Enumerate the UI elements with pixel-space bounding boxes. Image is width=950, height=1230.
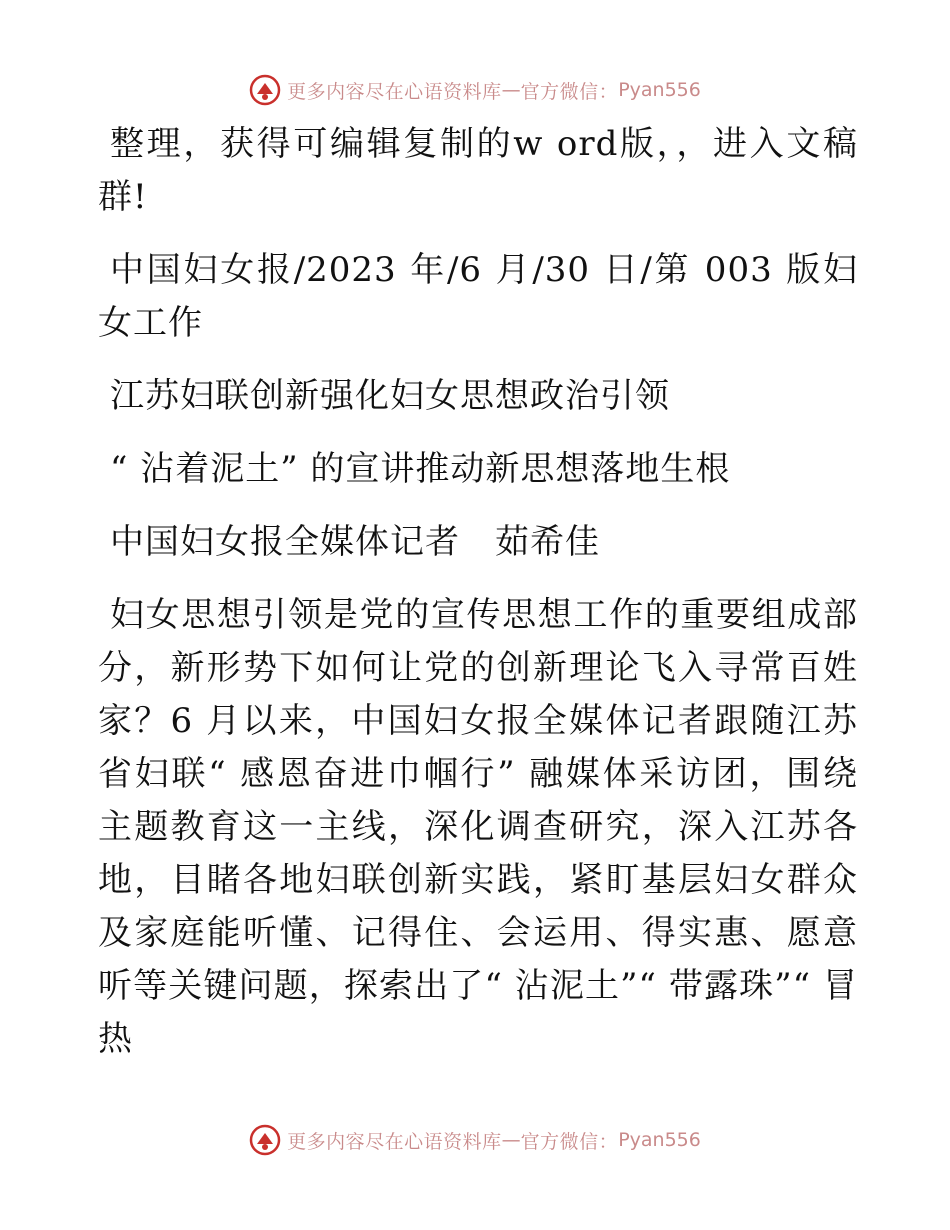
source-line: 中国妇女报/2023 年/6 月/30 日/第 003 版妇女工作	[98, 250, 858, 343]
watermark-wechat-label: 官方微信：	[520, 80, 619, 103]
watermark-separator: —	[501, 1129, 521, 1151]
article-title: 江苏妇联创新强化妇女思想政治引领	[110, 376, 670, 416]
document-body	[98, 118, 858, 1086]
header-watermark	[0, 70, 950, 110]
watermark-logo-icon	[249, 74, 281, 106]
watermark-wechat-label: 官方微信：	[520, 1130, 619, 1153]
byline: 中国妇女报全媒体记者 茹希佳	[110, 522, 600, 562]
watermark-text: 更多内容尽在心语资料库	[287, 80, 502, 103]
watermark-separator: —	[501, 79, 521, 101]
footer-watermark	[0, 1120, 950, 1160]
watermark-wechat-id: Pyan556	[618, 79, 701, 101]
body-paragraph: 妇女思想引领是党的宣传思想工作的重要组成部分，新形势下如何让党的创新理论飞入寻常百姓家？6 月以来，中国妇女报全媒体记者跟随江苏省妇联“ 感恩奋进巾帼行” 融媒体采访团，围绕主题教育这一主线，深化调查研究，深入江苏各地，目睹各地妇联创新实践，紧盯基层妇女群众及家庭能听懂、记得住、会运用、得实惠、愿意听等关键问题，探索出了“ 沾泥土”“ 带露珠”“ 冒热	[98, 595, 858, 1059]
watermark-logo-icon	[249, 1124, 281, 1156]
article-subtitle: “ 沾着泥土” 的宣讲推动新思想落地生根	[110, 449, 731, 489]
watermark-text: 更多内容尽在心语资料库	[287, 1130, 502, 1153]
intro-line: 整理，获得可编辑复制的w ord版，，进入文稿群!	[98, 124, 858, 217]
watermark-wechat-id: Pyan556	[618, 1129, 701, 1151]
